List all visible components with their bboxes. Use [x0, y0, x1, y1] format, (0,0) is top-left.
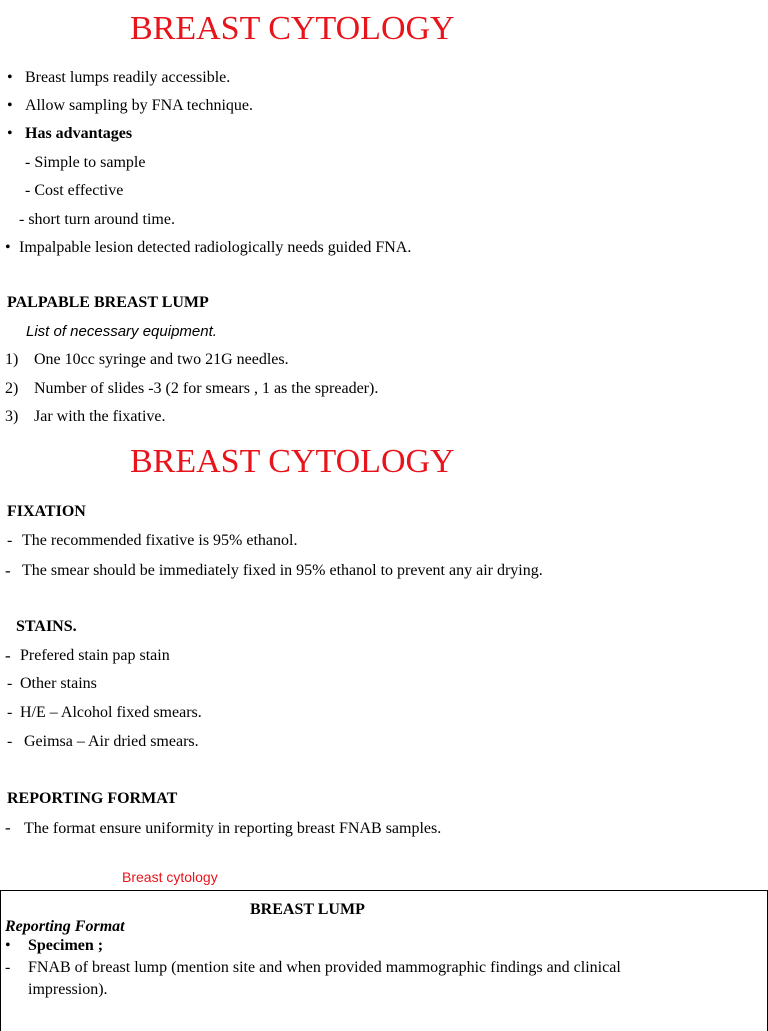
bullet-marker: •	[7, 125, 13, 142]
advantage-item: - Cost effective	[25, 182, 124, 199]
slide1-title: BREAST CYTOLOGY	[130, 10, 455, 47]
fnab-line: FNAB of breast lump (mention site and when provided mammographic findings and clinical	[28, 959, 621, 976]
bullet-marker: •	[5, 937, 11, 954]
stain-item: Prefered stain pap stain	[20, 647, 170, 664]
reporting-item: The format ensure uniformity in reporting breast FNAB samples.	[24, 820, 442, 837]
dash-marker: -	[7, 704, 13, 721]
palpable-heading: PALPABLE BREAST LUMP	[7, 294, 209, 311]
fixation-heading: FIXATION	[7, 503, 86, 520]
bullet-text: Breast lumps readily accessible.	[25, 69, 231, 86]
equipment-item: Jar with the fixative.	[34, 408, 166, 425]
equipment-label: List of necessary equipment.	[26, 323, 217, 340]
bullet-text: Allow sampling by FNA technique.	[25, 97, 253, 114]
fnab-line: impression).	[28, 981, 108, 998]
bullet-marker: •	[5, 239, 11, 256]
bullet-text: Impalpable lesion detected radiologically needs guided FNA.	[19, 239, 412, 256]
reporting-format-subtitle: Reporting Format	[5, 918, 125, 935]
slide2-title: BREAST CYTOLOGY	[130, 443, 455, 480]
stain-item: Geimsa – Air dried smears.	[24, 733, 199, 750]
equipment-number: 1)	[5, 351, 19, 368]
equipment-item: One 10cc syringe and two 21G needles.	[34, 351, 289, 368]
advantage-item: - short turn around time.	[19, 211, 175, 228]
bullet-marker: •	[7, 97, 13, 114]
equipment-number: 3)	[5, 408, 19, 425]
equipment-item: Number of slides -3 (2 for smears , 1 as the spreader).	[34, 380, 379, 397]
stain-item: Other stains	[20, 675, 97, 692]
dash-marker: -	[7, 532, 13, 549]
equipment-number: 2)	[5, 380, 19, 397]
dash-marker: -	[5, 561, 11, 580]
dash-marker: -	[5, 646, 11, 665]
box-title: BREAST LUMP	[250, 901, 365, 918]
bullet-marker: •	[7, 69, 13, 86]
dash-marker: -	[5, 959, 11, 976]
fixation-item: The recommended fixative is 95% ethanol.	[22, 532, 298, 549]
advantage-item: - Simple to sample	[25, 154, 146, 171]
reporting-heading: REPORTING FORMAT	[7, 790, 178, 807]
specimen-label: Specimen ;	[28, 937, 104, 954]
slide3-header-label: Breast cytology	[122, 869, 218, 885]
dash-marker: -	[5, 818, 11, 837]
dash-marker: -	[7, 675, 13, 692]
bullet-text-advantages: Has advantages	[25, 125, 133, 142]
stains-heading: STAINS.	[16, 618, 77, 635]
dash-marker: -	[7, 733, 13, 750]
fixation-item: The smear should be immediately fixed in 95% ethanol to prevent any air drying.	[22, 562, 543, 579]
stain-item: H/E – Alcohol fixed smears.	[20, 704, 202, 721]
